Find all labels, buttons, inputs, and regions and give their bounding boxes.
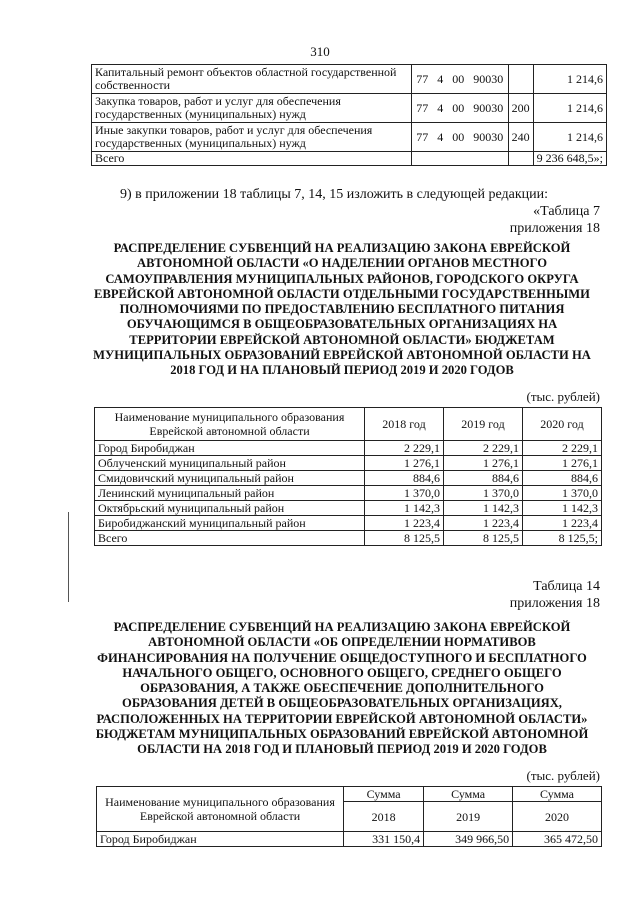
row-name: Смидовичский муниципальный район xyxy=(95,471,365,486)
row-name: Закупка товаров, работ и услуг для обеспечения государственных (муниципальных) нужд xyxy=(92,94,412,123)
row-value: 8 125,5 xyxy=(444,531,523,546)
table14-heading: РАСПРЕДЕЛЕНИЕ СУБВЕНЦИЙ НА РЕАЛИЗАЦИЮ ЗАКОНА ЕВРЕЙСКОЙ АВТОНОМНОЙ ОБЛАСТИ «ОБ ОПРЕДЕЛЕНИИ НОРМАТИВОВ ФИНАНСИРОВАНИЯ НА ПОЛУЧЕНИЕ ОБЩЕДОСТУПНОГО И БЕСПЛАТНОГО НАЧАЛЬНОГО ОБЩЕГО, ОСНОВНОГО ОБЩЕГО, СРЕДНЕГО ОБЩЕГО ОБРАЗОВАНИЯ, А ТАКЖЕ ОБЕСПЕЧЕНИЕ ДОПОЛНИТЕЛЬНОГО ОБРАЗОВАНИЯ ДЕТЕЙ В ОБЩЕОБРАЗОВАТЕЛЬНЫХ ОРГАНИЗАЦИЯХ, РАСПОЛОЖЕННЫХ НА ТЕРРИТОРИИ ЕВРЕЙСКОЙ АВТОНОМНОЙ ОБЛАСТИ» БЮДЖЕТАМ МУНИЦИПАЛЬНЫХ ОБРАЗОВАНИЙ ЕВРЕЙСКОЙ АВТОНОМНОЙ ОБЛАСТИ НА 2018 ГОД И ПЛАНОВЫЙ ПЕРИОД 2019 И 2020 ГОДОВ xyxy=(95,620,589,757)
row-value: 8 125,5 xyxy=(365,531,444,546)
table14 xyxy=(96,786,602,847)
row-sum: 1 214,6 xyxy=(533,94,606,123)
row-value: 1 276,1 xyxy=(365,456,444,471)
column-header-year: 2020 год xyxy=(523,408,602,441)
column-header-year: 2019 год xyxy=(444,408,523,441)
total-sum: 9 236 648,5»; xyxy=(533,152,606,166)
row-value: 331 150,4 xyxy=(344,832,424,847)
column-header-year: 2018 xyxy=(344,802,424,832)
table-header-row xyxy=(97,787,602,802)
table14-appendix-label: приложения 18 xyxy=(509,596,600,611)
table-row xyxy=(92,94,607,123)
row-value: 1 223,4 xyxy=(444,516,523,531)
row-value: 1 276,1 xyxy=(523,456,602,471)
budget-fragment-table xyxy=(91,64,607,166)
row-value: 1 223,4 xyxy=(365,516,444,531)
column-header-sum: Сумма xyxy=(424,787,513,802)
row-value: 2 229,1 xyxy=(444,441,523,456)
table-row xyxy=(95,501,602,516)
row-value: 1 223,4 xyxy=(523,516,602,531)
table14-label: Таблица 14 xyxy=(533,579,600,594)
table-row xyxy=(95,441,602,456)
row-name: Всего xyxy=(95,531,365,546)
column-header-sum: Сумма xyxy=(513,787,602,802)
table-row xyxy=(95,456,602,471)
row-value: 1 276,1 xyxy=(444,456,523,471)
row-value: 884,6 xyxy=(523,471,602,486)
table7-label: «Таблица 7 xyxy=(533,204,600,219)
page-number: 310 xyxy=(310,44,330,59)
row-name: Город Биробиджан xyxy=(97,832,344,847)
row-name: Город Биробиджан xyxy=(95,441,365,456)
row-name: Ленинский муниципальный район xyxy=(95,486,365,501)
table-row xyxy=(97,832,602,847)
row-value: 1 370,0 xyxy=(444,486,523,501)
table-header-row xyxy=(95,408,602,441)
row-value: 365 472,50 xyxy=(513,832,602,847)
row-value: 2 229,1 xyxy=(365,441,444,456)
row-subcode: 200 xyxy=(508,94,533,123)
column-header-name: Наименование муниципального образования Еврейской автономной области xyxy=(95,408,365,441)
row-value: 1 142,3 xyxy=(365,501,444,516)
row-value: 1 370,0 xyxy=(365,486,444,501)
row-sum: 1 214,6 xyxy=(533,65,606,94)
row-value: 349 966,50 xyxy=(424,832,513,847)
table-total-row xyxy=(95,531,602,546)
column-header-name: Наименование муниципального образования Еврейской автономной области xyxy=(97,787,344,832)
row-value: 1 142,3 xyxy=(444,501,523,516)
row-name: Биробиджанский муниципальный район xyxy=(95,516,365,531)
column-header-year: 2020 xyxy=(513,802,602,832)
row-value: 1 142,3 xyxy=(523,501,602,516)
scan-margin-line xyxy=(68,512,69,602)
amendment-instruction: 9) в приложении 18 таблицы 7, 14, 15 изложить в следующей редакции: xyxy=(120,187,548,202)
row-subcode: 240 xyxy=(508,123,533,152)
row-name: Капитальный ремонт объектов областной государственной собственности xyxy=(92,65,412,94)
row-code: 77 4 00 90030 xyxy=(411,123,508,152)
table7 xyxy=(94,407,602,546)
table7-heading: РАСПРЕДЕЛЕНИЕ СУБВЕНЦИЙ НА РЕАЛИЗАЦИЮ ЗАКОНА ЕВРЕЙСКОЙ АВТОНОМНОЙ ОБЛАСТИ «О НАДЕЛЕНИИ ОРГАНОВ МЕСТНОГО САМОУПРАВЛЕНИЯ МУНИЦИПАЛЬНЫХ РАЙОНОВ, ГОРОДСКОГО ОКРУГА ЕВРЕЙСКОЙ АВТОНОМНОЙ ОБЛАСТИ ОТДЕЛЬНЫМИ ГОСУДАРСТВЕННЫМИ ПОЛНОМОЧИЯМИ ПО ПРЕДОСТАВЛЕНИЮ БЕСПЛАТНОГО ПИТАНИЯ ОБУЧАЮЩИМСЯ В ОБЩЕОБРАЗОВАТЕЛЬНЫХ ОРГАНИЗАЦИЯХ НА ТЕРРИТОРИИ ЕВРЕЙСКОЙ АВТОНОМНОЙ ОБЛАСТИ» БЮДЖЕТАМ МУНИЦИПАЛЬНЫХ ОБРАЗОВАНИЙ ЕВРЕЙСКОЙ АВТОНОМНОЙ ОБЛАСТИ НА 2018 ГОД И НА ПЛАНОВЫЙ ПЕРИОД 2019 И 2020 ГОДОВ xyxy=(93,241,591,378)
total-label: Всего xyxy=(92,152,412,166)
row-name: Иные закупки товаров, работ и услуг для обеспечения государственных (муниципальных) нужд xyxy=(92,123,412,152)
row-code: 77 4 00 90030 xyxy=(411,65,508,94)
column-header-year: 2019 xyxy=(424,802,513,832)
row-value: 2 229,1 xyxy=(523,441,602,456)
row-value: 884,6 xyxy=(365,471,444,486)
table7-appendix-label: приложения 18 xyxy=(509,221,600,236)
row-value: 8 125,5; xyxy=(523,531,602,546)
table-row xyxy=(95,471,602,486)
table-total-row xyxy=(92,152,607,166)
column-header-year: 2018 год xyxy=(365,408,444,441)
table-row xyxy=(95,516,602,531)
table-row xyxy=(92,123,607,152)
row-value: 1 370,0 xyxy=(523,486,602,501)
row-code: 77 4 00 90030 xyxy=(411,94,508,123)
row-name: Октябрьский муниципальный район xyxy=(95,501,365,516)
row-name: Облученский муниципальный район xyxy=(95,456,365,471)
table14-units: (тыс. рублей) xyxy=(526,768,600,783)
row-sum: 1 214,6 xyxy=(533,123,606,152)
table7-units: (тыс. рублей) xyxy=(526,389,600,404)
row-subcode xyxy=(508,65,533,94)
row-value: 884,6 xyxy=(444,471,523,486)
table-row xyxy=(95,486,602,501)
table-row xyxy=(92,65,607,94)
column-header-sum: Сумма xyxy=(344,787,424,802)
